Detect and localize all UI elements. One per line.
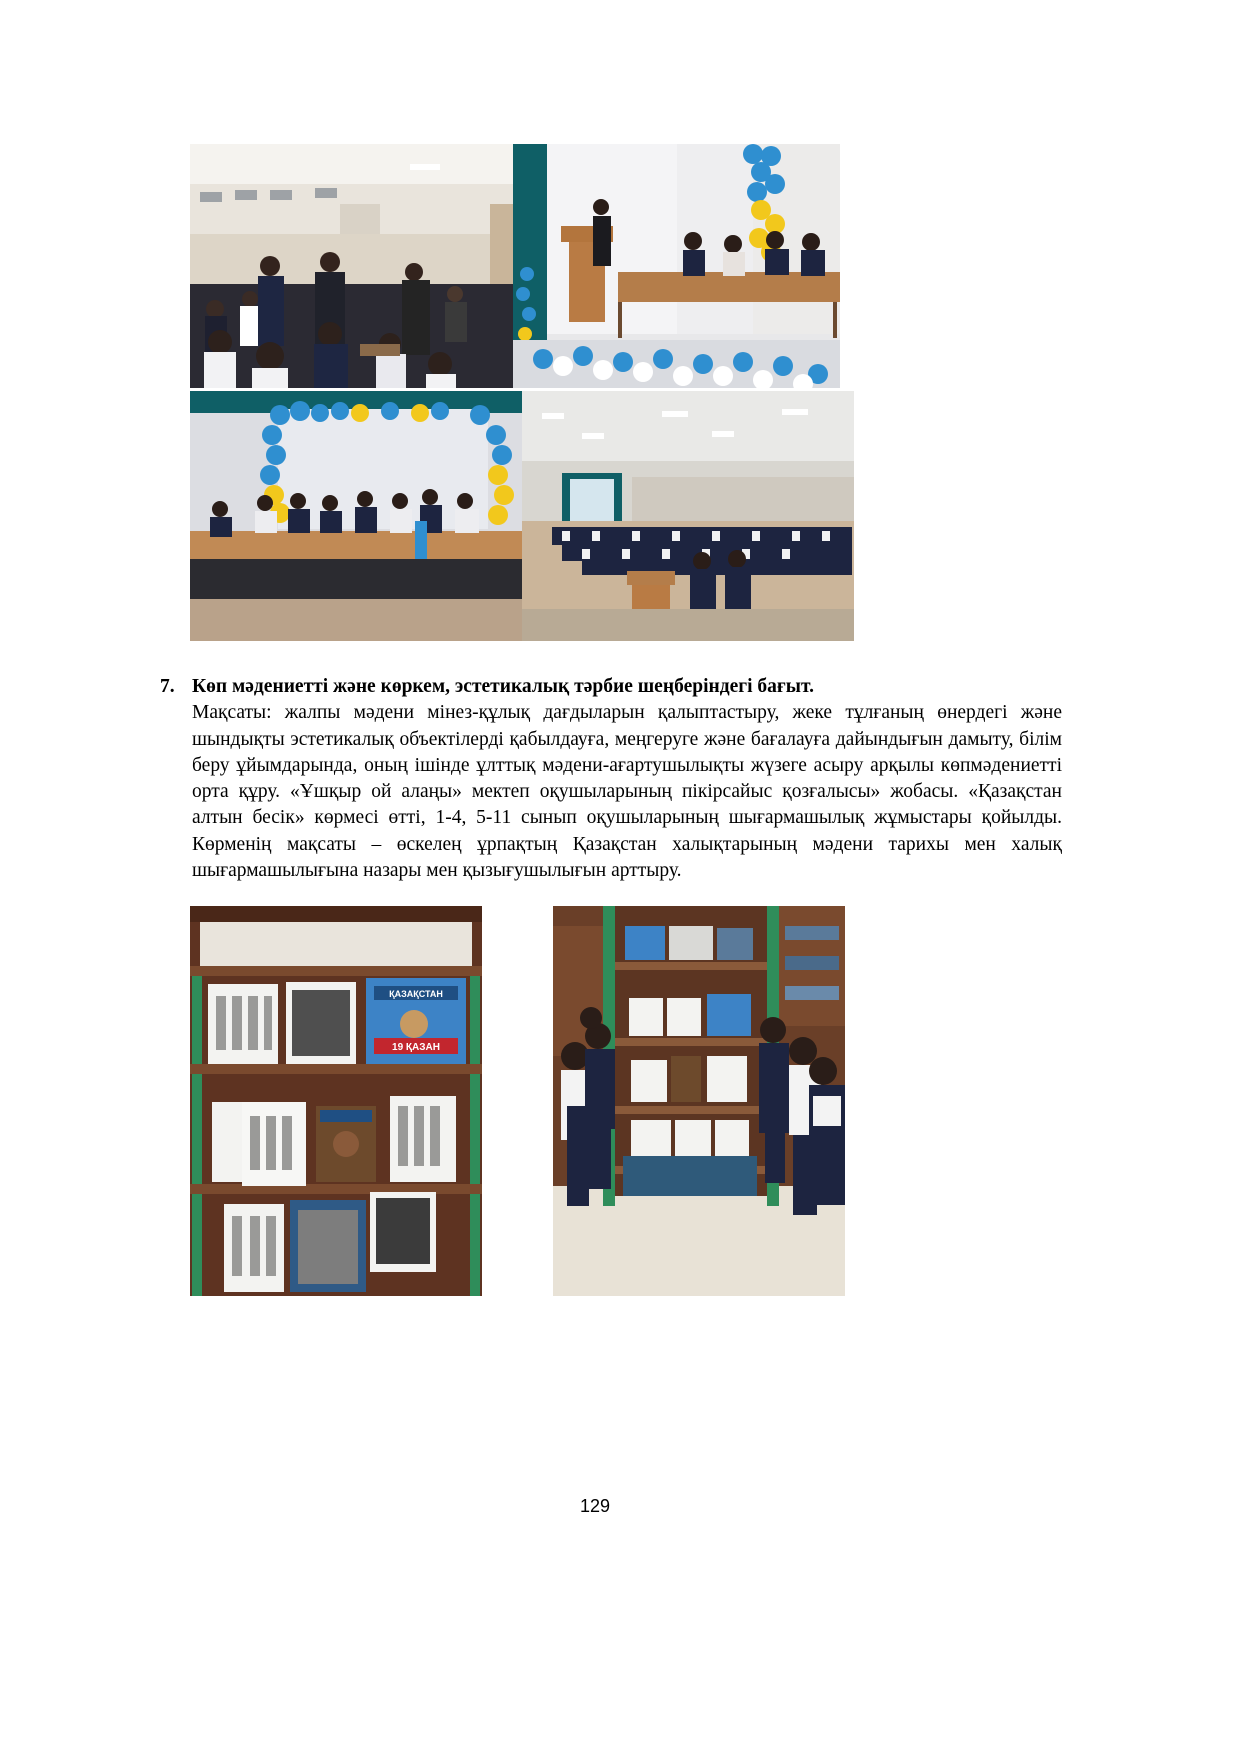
page-number: 129	[579, 1496, 611, 1516]
poster-title-top: ҚАЗАҚСТАН	[389, 989, 443, 999]
photo-debate-audience	[190, 144, 513, 388]
section-number: 7.	[160, 676, 175, 697]
photo-library-students	[553, 906, 845, 1296]
photo-exhibition-shelf	[190, 906, 482, 1296]
section-heading	[160, 674, 1062, 700]
section-7	[160, 674, 1062, 884]
photo-assembly-hall	[522, 391, 854, 641]
photo-debate-team	[190, 391, 522, 641]
photo-podium-speaker	[513, 144, 840, 388]
section-paragraph: Мақсаты: жалпы мәдени мінез-құлық дағдыларын қалыптастыру, жеке тұлғаның өнердегі және шындықты эстетикалық объектілерді қабылдауға, меңгеруге және бағалауға дайындығын дамыту, білім беру ұйымдарында, оның ішінде ұлттық мәдени-ағартушылықты жүзеге асыру арқылы көпмәдениетті орта құру. «Ұшқыр ой алаңы» мектеп оқушыларының пікірсайыс қозғалысы» жобасы. «Қазақстан алтын бесік» көрмесі өтті, 1-4, 5-11 сынып оқушыларының шығармашылық жұмыстары қойылды. Көрменің мақсаты – өскелең ұрпақтың Қазақстан халықтарының мәдени тарихы мен халық шығармашылығына назары мен қызығушылығын арттыру.	[192, 702, 1062, 882]
poster-date-top: 19 ҚАЗАН	[392, 1042, 440, 1053]
section-title: Көп мәдениетті және көркем, эстетикалық тәрбие шеңберіндегі бағыт.	[192, 676, 814, 697]
